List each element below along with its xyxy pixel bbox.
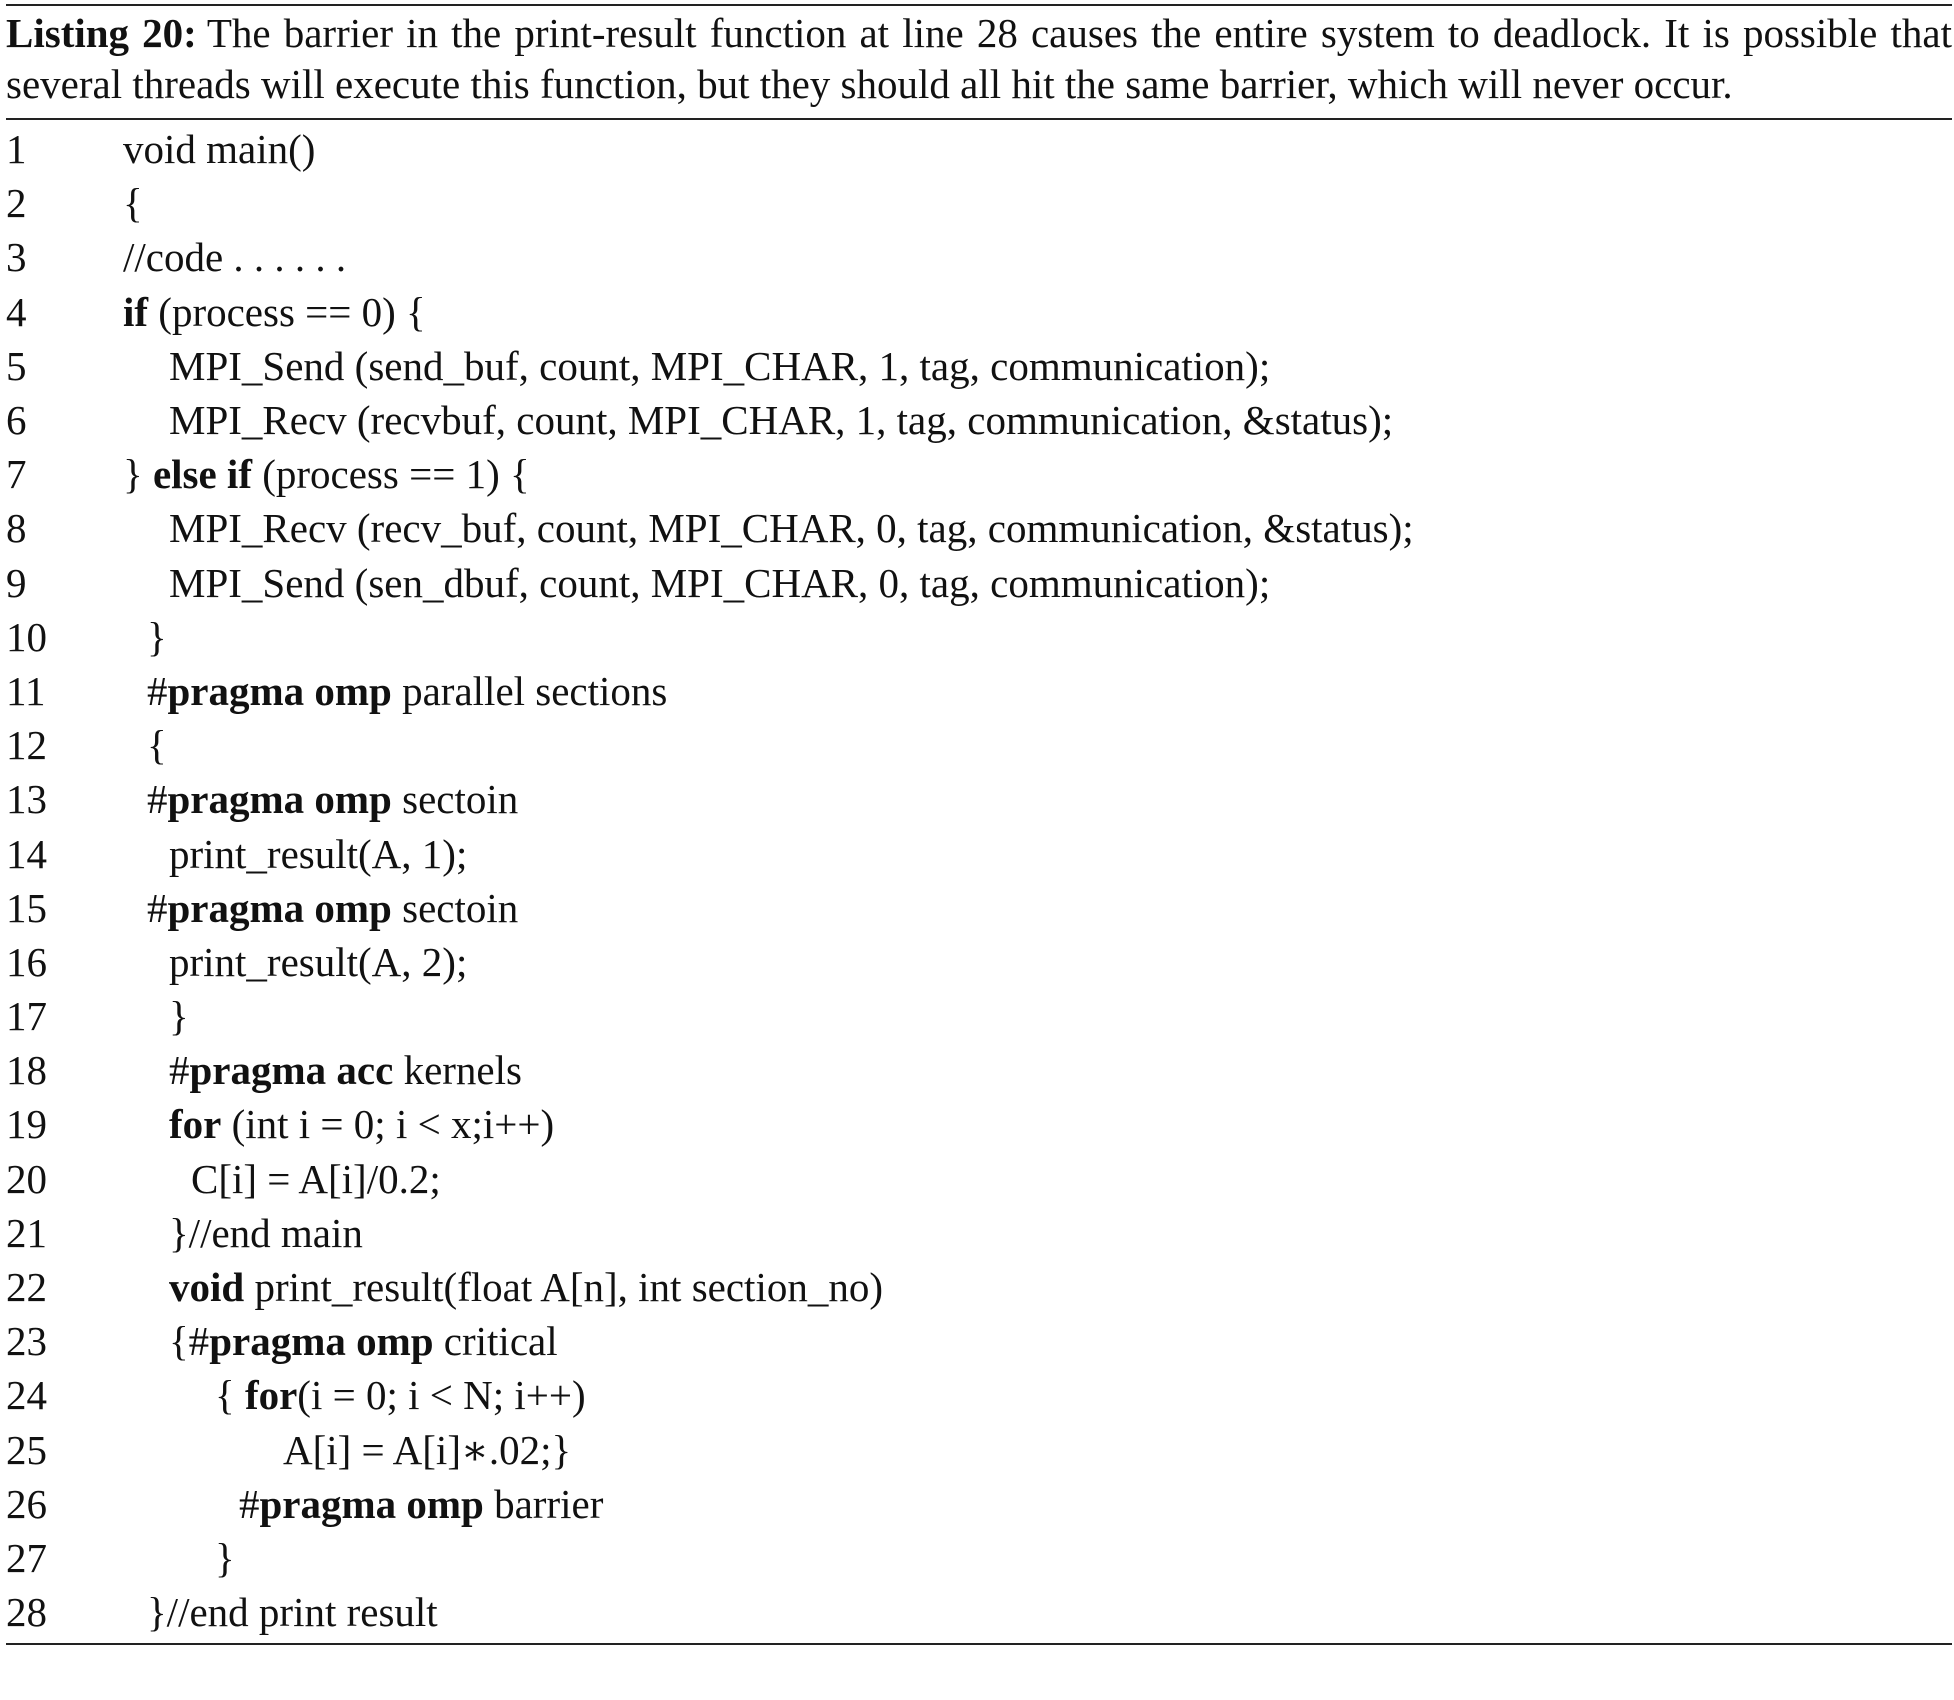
code-fragment: # [169,1047,190,1094]
code-fragment: (process == 0) { [148,288,426,335]
code-line [6,826,1952,880]
line-number: 1 [6,126,27,173]
line-number: 7 [6,451,27,498]
code-fragment: A[i] = A[i]∗.02;} [283,1426,572,1473]
code-fragment: } [147,613,167,660]
code-keyword: pragma acc [189,1047,394,1094]
code-line [6,1423,1952,1477]
code-line [6,230,1952,284]
code-line [6,285,1952,339]
line-number: 25 [6,1426,47,1473]
code-line [6,393,1952,447]
code-fragment: { [215,1372,245,1419]
code-line [6,447,1952,501]
code-keyword: void [169,1264,245,1311]
line-number: 21 [6,1209,47,1256]
line-number: 18 [6,1047,47,1094]
code-fragment: MPI_Recv (recvbuf, count, MPI_CHAR, 1, tag, communication, &status); [169,397,1394,444]
code-fragment: print_result(A, 1); [169,830,468,877]
code-line [6,1043,1952,1097]
code-keyword: pragma omp [167,884,392,931]
code-fragment: //code . . . . . . [123,234,347,281]
code-fragment: MPI_Recv (recv_buf, count, MPI_CHAR, 0, tag, communication, &status); [169,505,1414,552]
code-fragment: sectoin [391,884,519,931]
line-number: 4 [6,288,27,335]
line-number: 9 [6,559,27,606]
code-fragment: { [147,722,167,769]
code-text [123,1209,1952,1257]
line-number: 23 [6,1318,47,1365]
code-text [123,450,1952,498]
code-line [6,1314,1952,1368]
code-line [6,1206,1952,1260]
code-fragment: C[i] = A[i]/0.2; [191,1155,441,1202]
code-fragment: MPI_Send (send_buf, count, MPI_CHAR, 1, tag, communication); [169,342,1271,389]
code-text [123,125,1952,173]
code-text [123,1371,1952,1419]
code-line [6,1260,1952,1314]
code-block [6,120,1952,1643]
code-fragment: kernels [393,1047,522,1094]
code-line [6,501,1952,555]
line-number: 24 [6,1372,47,1419]
code-text [123,830,1952,878]
code-fragment: print_result(A, 2); [169,938,468,985]
code-fragment: # [239,1480,260,1527]
code-fragment: {# [169,1318,210,1365]
code-text [123,1100,1952,1148]
line-number: 17 [6,993,47,1040]
code-keyword: pragma omp [259,1480,484,1527]
code-line [6,1368,1952,1422]
code-fragment: critical [433,1318,558,1365]
code-text [123,613,1952,661]
code-fragment: }//end print result [147,1589,438,1636]
line-number: 19 [6,1101,47,1148]
code-keyword: for [244,1372,298,1419]
code-fragment: print_result(float A[n], int section_no) [244,1264,883,1311]
code-fragment: void main() [123,126,316,173]
code-keyword: for [169,1101,222,1148]
code-fragment: } [123,451,153,498]
line-number: 13 [6,776,47,823]
code-line [6,122,1952,176]
code-fragment: # [147,884,168,931]
code-line [6,881,1952,935]
code-text [123,1155,1952,1203]
code-fragment: } [215,1534,235,1581]
code-line [6,1477,1952,1531]
line-number: 6 [6,397,27,444]
code-fragment: { [123,180,143,227]
code-text [123,288,1952,336]
listing-label: Listing 20: [6,10,197,56]
bottom-rule [6,1643,1952,1645]
code-text [123,1317,1952,1365]
code-text [123,938,1952,986]
code-line [6,556,1952,610]
code-fragment: # [147,667,168,714]
code-text [123,775,1952,823]
code-text [123,233,1952,281]
code-line [6,664,1952,718]
code-text [123,1588,1952,1636]
line-number: 27 [6,1534,47,1581]
code-keyword: else if [152,451,252,498]
code-line [6,1531,1952,1585]
line-number: 8 [6,505,27,552]
code-fragment: sectoin [391,776,519,823]
line-number: 26 [6,1480,47,1527]
code-fragment: # [147,776,168,823]
caption-text: The barrier in the print-result function at line 28 causes the entire system to deadlock. It is possible that several threads will execute this function, but they should all hit the same barrier, which will never occur. [6,10,1952,107]
line-number: 20 [6,1155,47,1202]
code-fragment: MPI_Send (sen_dbuf, count, MPI_CHAR, 0, tag, communication); [169,559,1271,606]
code-line [6,1152,1952,1206]
code-keyword: if [123,288,149,335]
code-fragment: (i = 0; i < N; i++) [297,1372,586,1419]
line-number: 11 [6,667,46,714]
code-fragment: }//end main [169,1209,363,1256]
code-line [6,935,1952,989]
code-keyword: pragma omp [209,1318,434,1365]
code-keyword: pragma omp [167,667,392,714]
code-fragment: } [169,993,189,1040]
code-line [6,1097,1952,1151]
code-text [123,884,1952,932]
code-line [6,176,1952,230]
line-number: 3 [6,234,27,281]
code-text [123,342,1952,390]
line-number: 15 [6,884,47,931]
line-number: 14 [6,830,47,877]
line-number: 10 [6,613,47,660]
code-text [123,179,1952,227]
code-text [123,1046,1952,1094]
listing-caption [6,6,1952,118]
code-fragment: barrier [483,1480,604,1527]
code-line [6,610,1952,664]
code-line [6,772,1952,826]
line-number: 28 [6,1589,47,1636]
code-line [6,1585,1952,1639]
code-text [123,721,1952,769]
code-listing [6,4,1952,1645]
code-text [123,667,1952,715]
code-line [6,718,1952,772]
code-line [6,339,1952,393]
code-fragment: (process == 1) { [251,451,530,498]
code-text [123,1263,1952,1311]
code-fragment: (int i = 0; i < x;i++) [221,1101,555,1148]
code-keyword: pragma omp [167,776,392,823]
code-text [123,559,1952,607]
code-text [123,1426,1952,1474]
line-number: 22 [6,1264,47,1311]
line-number: 2 [6,180,27,227]
code-text [123,1480,1952,1528]
code-text [123,992,1952,1040]
code-fragment: parallel sections [391,667,668,714]
line-number: 5 [6,342,27,389]
code-line [6,989,1952,1043]
line-number: 16 [6,938,47,985]
code-text [123,1534,1952,1582]
code-text [123,396,1952,444]
line-number: 12 [6,722,47,769]
code-text [123,504,1952,552]
